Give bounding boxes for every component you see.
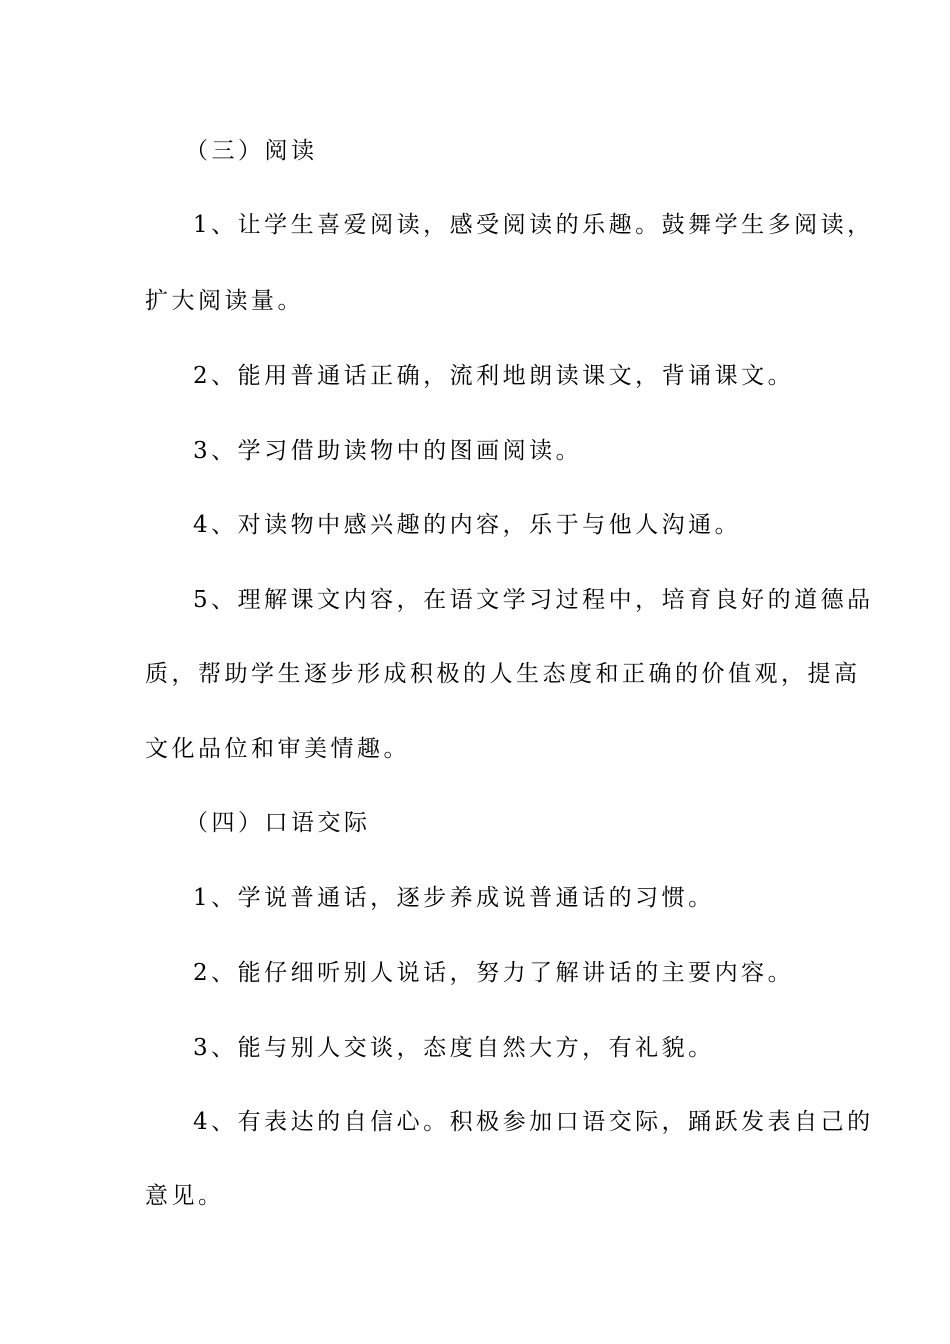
paragraph-line: 意见。 [145,1183,225,1209]
paragraph-line: 3、学习借助读物中的图画阅读。 [193,438,583,464]
paragraph-line: 1、学说普通话，逐步养成说普通话的习惯。 [193,885,715,911]
paragraph-line: 文化品位和审美情趣。 [145,736,410,762]
paragraph-line: 2、能用普通话正确，流利地朗读课文，背诵课文。 [193,363,795,389]
paragraph-line: 扩大阅读量。 [145,288,304,314]
section-heading-oral: （四）口语交际 [185,810,371,836]
paragraph-line: 2、能仔细听别人说话，努力了解讲话的主要内容。 [193,960,795,986]
paragraph-line: 4、对读物中感兴趣的内容，乐于与他人沟通。 [193,512,742,538]
paragraph-line: 质，帮助学生逐步形成积极的人生态度和正确的价值观，提高 [145,661,861,687]
paragraph-line: 4、有表达的自信心。积极参加口语交际，踊跃发表自己的 [193,1109,874,1135]
paragraph-line: 3、能与别人交谈，态度自然大方，有礼貌。 [193,1035,715,1061]
paragraph-line: 1、让学生喜爱阅读，感受阅读的乐趣。鼓舞学生多阅读， [193,212,874,238]
paragraph-line: 5、理解课文内容，在语文学习过程中，培育良好的道德品 [193,587,874,613]
section-heading-reading: （三）阅读 [185,138,318,164]
